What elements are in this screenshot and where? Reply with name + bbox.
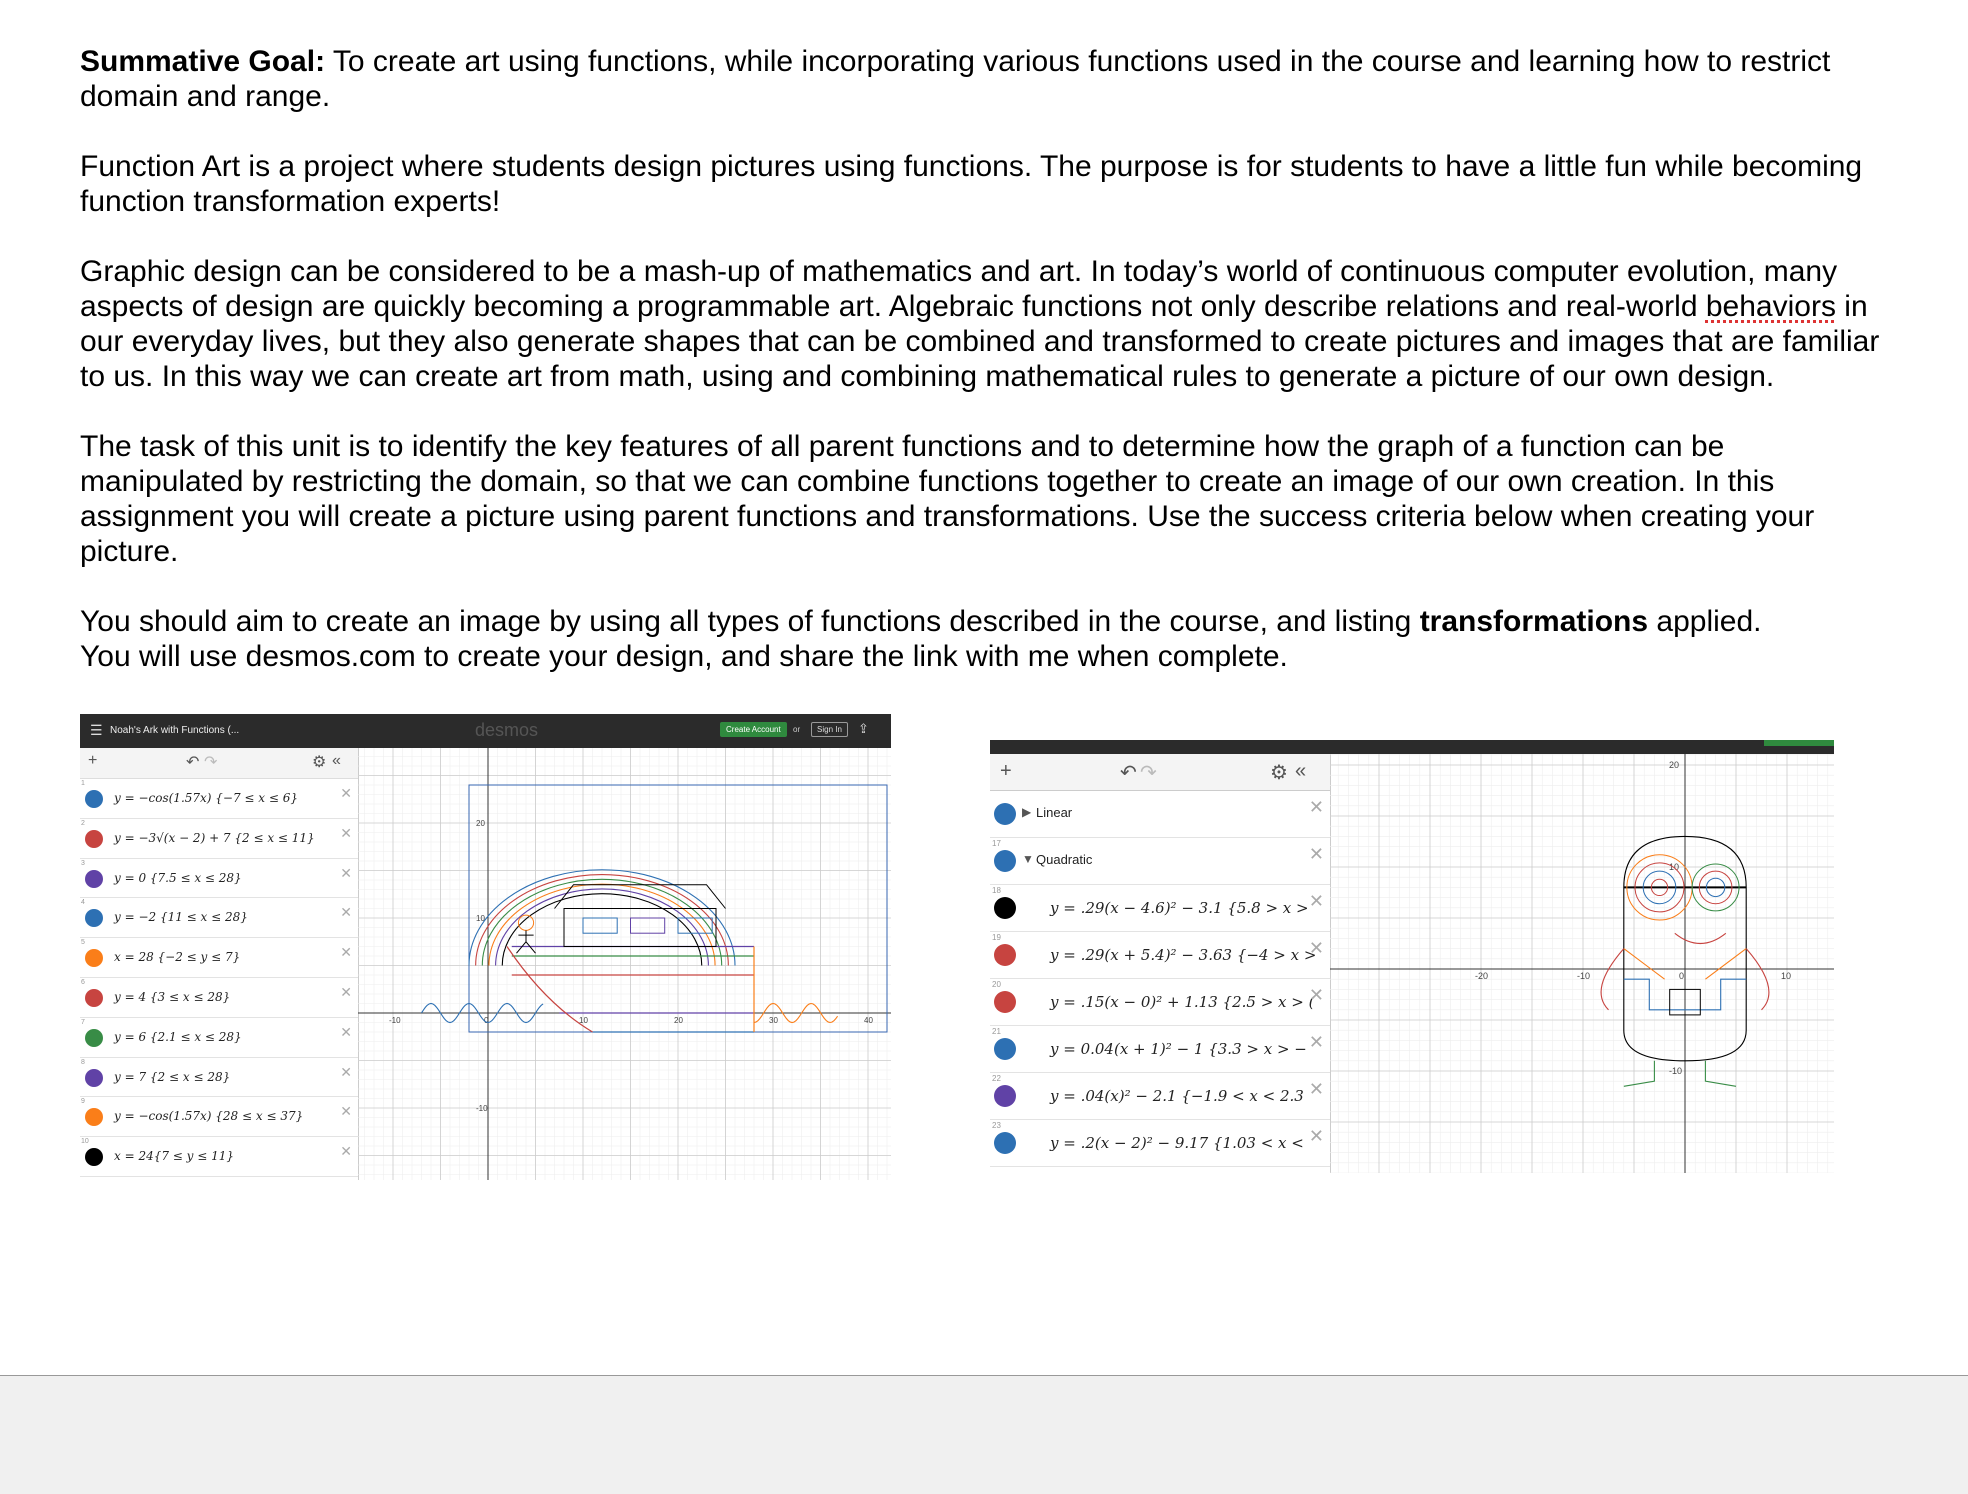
expression-index: 21 [992, 1027, 1001, 1036]
expression-row[interactable] [990, 932, 1330, 979]
expression-text[interactable]: y = −cos(1.57x) {28 ≤ x ≤ 37} [114, 1109, 304, 1124]
expression-list-2 [990, 754, 1331, 1173]
graph-color-icon[interactable] [85, 1108, 103, 1126]
delete-icon[interactable]: ✕ [1308, 1079, 1324, 1099]
x-tick-label: -10 [389, 1016, 401, 1025]
expression-row[interactable] [80, 859, 358, 899]
y-tick-label: -10 [476, 1104, 488, 1113]
paragraph-2 [80, 254, 1890, 394]
graph-color-icon[interactable] [85, 949, 103, 967]
goal-text: To create art using functions, while incorporating various functions used in the course and learning how to restrict domain and range. [80, 45, 1831, 113]
paragraph-2-start: Graphic design can be considered to be a mash-up of mathematics and art. In today’s world of continuous computer evolution, many aspects of design are quickly becoming a programmable art. Algebraic functions not only describe relations and real-world [80, 255, 1838, 323]
settings-gear-icon[interactable]: ⚙ [1270, 762, 1288, 784]
x-tick-label: 0 [484, 1016, 489, 1025]
expression-text[interactable]: y = 7 {2 ≤ x ≤ 28} [114, 1069, 231, 1084]
paragraph-4-end: You will use desmos.com to create your design, and share the link with me when complete. [80, 640, 1288, 673]
expression-toolbar [80, 748, 358, 779]
x-tick-label: 10 [1781, 971, 1792, 981]
expression-index: 10 [81, 1138, 89, 1146]
expression-text[interactable]: y = 6 {2.1 ≤ x ≤ 28} [114, 1029, 242, 1044]
expression-text[interactable]: x = 28 {−2 ≤ y ≤ 7} [114, 950, 241, 965]
share-icon[interactable]: ⇪ [858, 721, 869, 736]
redo-icon[interactable]: ↷ [204, 754, 218, 771]
expression-index: 9 [81, 1098, 85, 1106]
delete-icon[interactable]: ✕ [340, 983, 352, 1000]
graph-color-icon[interactable] [994, 944, 1016, 966]
create-account-button[interactable]: Create Account [720, 722, 787, 737]
collapse-list-icon[interactable]: « [1295, 760, 1307, 782]
expression-index: 18 [992, 886, 1001, 895]
expression-row[interactable] [80, 938, 358, 978]
expression-text[interactable]: y = 4 {3 ≤ x ≤ 28} [114, 989, 231, 1004]
delete-icon[interactable]: ✕ [1308, 891, 1324, 911]
expression-text[interactable]: y = 0 {7.5 ≤ x ≤ 28} [114, 870, 242, 885]
expression-index: 22 [992, 1074, 1001, 1083]
paragraph-4-mid: applied. [1648, 605, 1762, 638]
y-tick-label: 10 [1669, 862, 1680, 872]
collapse-arrow-icon[interactable]: ▼ [1022, 852, 1034, 866]
delete-icon[interactable]: ✕ [340, 864, 352, 881]
undo-icon[interactable]: ↶ [186, 754, 200, 771]
paragraph-2-end: in our everyday lives, but they also generate shapes that can be combined and transformed to create pictures and images that are familiar to us. In this way we can create art from math, using and combining mathematical rules to generate a picture of our own design. [80, 290, 1880, 393]
expression-text[interactable]: y = .04(x)² − 2.1 {−1.9 < x < 2.3 [1050, 1087, 1304, 1105]
expand-arrow-icon[interactable]: ▶ [1022, 805, 1032, 819]
desmos-screenshot-minion [990, 740, 1834, 1173]
expression-text[interactable]: y = −2 {11 ≤ x ≤ 28} [114, 910, 248, 925]
expression-row[interactable] [80, 819, 358, 859]
folder-label[interactable]: Quadratic [1036, 852, 1093, 867]
expression-text[interactable]: y = 0.04(x + 1)² − 1 {3.3 > x > − [1050, 1040, 1307, 1058]
expression-row[interactable] [990, 1120, 1330, 1167]
delete-icon[interactable]: ✕ [1308, 797, 1324, 817]
delete-icon[interactable]: ✕ [340, 1023, 352, 1040]
expression-row[interactable] [990, 885, 1330, 932]
folder-row[interactable] [990, 791, 1330, 838]
collapse-list-icon[interactable]: « [332, 752, 341, 769]
add-item-icon[interactable]: + [1000, 760, 1012, 782]
expression-index: 2 [81, 819, 85, 827]
delete-icon[interactable]: ✕ [340, 944, 352, 961]
x-tick-label: 40 [864, 1016, 873, 1025]
graph-color-icon[interactable] [85, 830, 103, 848]
desmos-screenshot-ark [80, 714, 891, 1180]
expression-toolbar-2 [990, 754, 1330, 791]
delete-icon[interactable]: ✕ [1308, 1126, 1324, 1146]
graph-color-icon[interactable] [994, 991, 1016, 1013]
delete-icon[interactable]: ✕ [340, 785, 352, 801]
delete-icon[interactable]: ✕ [340, 1103, 352, 1120]
expression-row[interactable] [80, 978, 358, 1018]
expression-index: 20 [992, 980, 1001, 989]
goal-paragraph [80, 44, 1890, 114]
graph-color-icon[interactable] [85, 1148, 103, 1166]
settings-gear-icon[interactable]: ⚙ [312, 754, 327, 771]
graph-paper-ark[interactable] [358, 748, 891, 1180]
expression-index: 5 [81, 939, 85, 947]
paragraph-4 [80, 604, 1890, 674]
paragraph-4-bold: transformations [1419, 605, 1649, 638]
hamburger-menu-icon[interactable]: ☰ [90, 722, 103, 738]
spellcheck-word[interactable]: behaviors [1705, 290, 1836, 323]
expression-row[interactable] [80, 898, 358, 938]
folder-row[interactable] [990, 838, 1330, 885]
expression-row[interactable] [80, 779, 358, 819]
expression-text[interactable]: y = .2(x − 2)² − 9.17 {1.03 < x < [1050, 1134, 1304, 1152]
expression-index: 4 [81, 899, 85, 907]
paragraph-1: Function Art is a project where students design pictures using functions. The purpose is for students to have a little fun while becoming function transformation experts! [80, 150, 1863, 218]
graph-paper-minion[interactable] [1330, 754, 1834, 1173]
folder-label[interactable]: Linear [1036, 805, 1073, 820]
expression-row[interactable] [80, 1018, 358, 1058]
folder-icon[interactable] [994, 803, 1016, 825]
graph-color-icon[interactable] [85, 909, 103, 927]
y-tick-label: 10 [476, 914, 485, 923]
expression-text[interactable]: y = .29(x − 4.6)² − 3.1 {5.8 > x > [1050, 899, 1309, 917]
y-tick-label: -10 [1669, 1066, 1683, 1076]
graph-color-icon[interactable] [994, 897, 1016, 919]
add-item-icon[interactable]: + [88, 752, 98, 769]
graph-color-icon[interactable] [994, 1132, 1016, 1154]
expression-index: 6 [81, 978, 85, 986]
redo-icon[interactable]: ↷ [1140, 762, 1157, 784]
expression-text[interactable]: y = .15(x − 0)² + 1.13 {2.5 > x > ( [1050, 993, 1315, 1011]
desmos-topbar-2 [990, 740, 1834, 754]
y-tick-label: 20 [476, 819, 485, 828]
undo-icon[interactable]: ↶ [1120, 762, 1137, 784]
delete-icon[interactable]: ✕ [1308, 985, 1324, 1005]
graph-color-icon[interactable] [85, 989, 103, 1007]
expression-row[interactable] [80, 1058, 358, 1098]
delete-icon[interactable]: ✕ [1308, 1032, 1324, 1052]
x-tick-label: -10 [1577, 971, 1591, 981]
sign-in-button[interactable]: Sign In [811, 722, 848, 737]
graph-title: Noah's Ark with Functions (... [110, 725, 240, 736]
graph-color-icon[interactable] [994, 1085, 1016, 1107]
cabin-window [583, 918, 617, 933]
delete-icon[interactable]: ✕ [340, 824, 352, 841]
graph-color-icon[interactable] [994, 1038, 1016, 1060]
y-tick-label: 20 [1669, 760, 1680, 770]
graph-color-icon[interactable] [85, 870, 103, 888]
x-tick-label: 0 [1679, 971, 1685, 981]
expression-row[interactable] [80, 1097, 358, 1137]
x-tick-label: 20 [674, 1016, 683, 1025]
paragraph-3: The task of this unit is to identify the key features of all parent functions and to determine how the graph of a function can be manipulated by restricting the domain, so that we can combine functions together to create an image of our own creation. In this assignment you will create a picture using parent functions and transformations. Use the success criteria below when creating your picture. [80, 430, 1815, 568]
expression-row[interactable] [990, 1026, 1330, 1073]
x-tick-label: 10 [579, 1016, 588, 1025]
expression-index: 8 [81, 1058, 85, 1066]
expression-text[interactable]: x = 24{7 ≤ y ≤ 11} [114, 1149, 235, 1164]
green-button-strip [1764, 740, 1834, 746]
graph-color-icon[interactable] [85, 1069, 103, 1087]
cabin-window [678, 918, 712, 933]
delete-icon[interactable]: ✕ [340, 1063, 352, 1080]
expression-index: 1 [81, 780, 85, 787]
graph-color-icon[interactable] [85, 1029, 103, 1047]
cabin-window [631, 918, 665, 933]
expression-index: 3 [81, 859, 85, 867]
expression-text[interactable]: y = −cos(1.57x) {−7 ≤ x ≤ 6} [114, 791, 299, 805]
expression-text[interactable]: y = −3√(x − 2) + 7 {2 ≤ x ≤ 11} [114, 830, 315, 845]
goal-label: Summative Goal: [80, 45, 326, 78]
paragraph-4-start: You should aim to create an image by using all types of functions described in the course, and listing [80, 605, 1420, 638]
x-tick-label: 30 [769, 1016, 778, 1025]
delete-icon[interactable]: ✕ [340, 1143, 352, 1160]
or-text: or [793, 725, 801, 734]
expression-index: 7 [81, 1018, 85, 1026]
document-body [80, 44, 1890, 674]
expression-row[interactable] [990, 979, 1330, 1026]
expression-list [80, 748, 359, 1180]
expression-index: 23 [992, 1121, 1001, 1130]
x-tick-label: -20 [1475, 971, 1489, 981]
delete-icon[interactable]: ✕ [340, 904, 352, 921]
expression-index: 19 [992, 933, 1001, 942]
expression-row[interactable] [990, 1073, 1330, 1120]
desmos-logo: desmos [475, 720, 539, 740]
folder-icon[interactable] [994, 850, 1016, 872]
expression-index: 17 [992, 839, 1001, 848]
expression-row[interactable] [80, 1137, 358, 1177]
graph-color-icon[interactable] [85, 790, 103, 808]
delete-icon[interactable]: ✕ [1308, 938, 1324, 958]
desmos-topbar [80, 714, 891, 748]
window-bottom-bar [0, 1375, 1968, 1494]
delete-icon[interactable]: ✕ [1308, 844, 1324, 864]
expression-text[interactable]: y = .29(x + 5.4)² − 3.63 {−4 > x > [1050, 946, 1317, 964]
